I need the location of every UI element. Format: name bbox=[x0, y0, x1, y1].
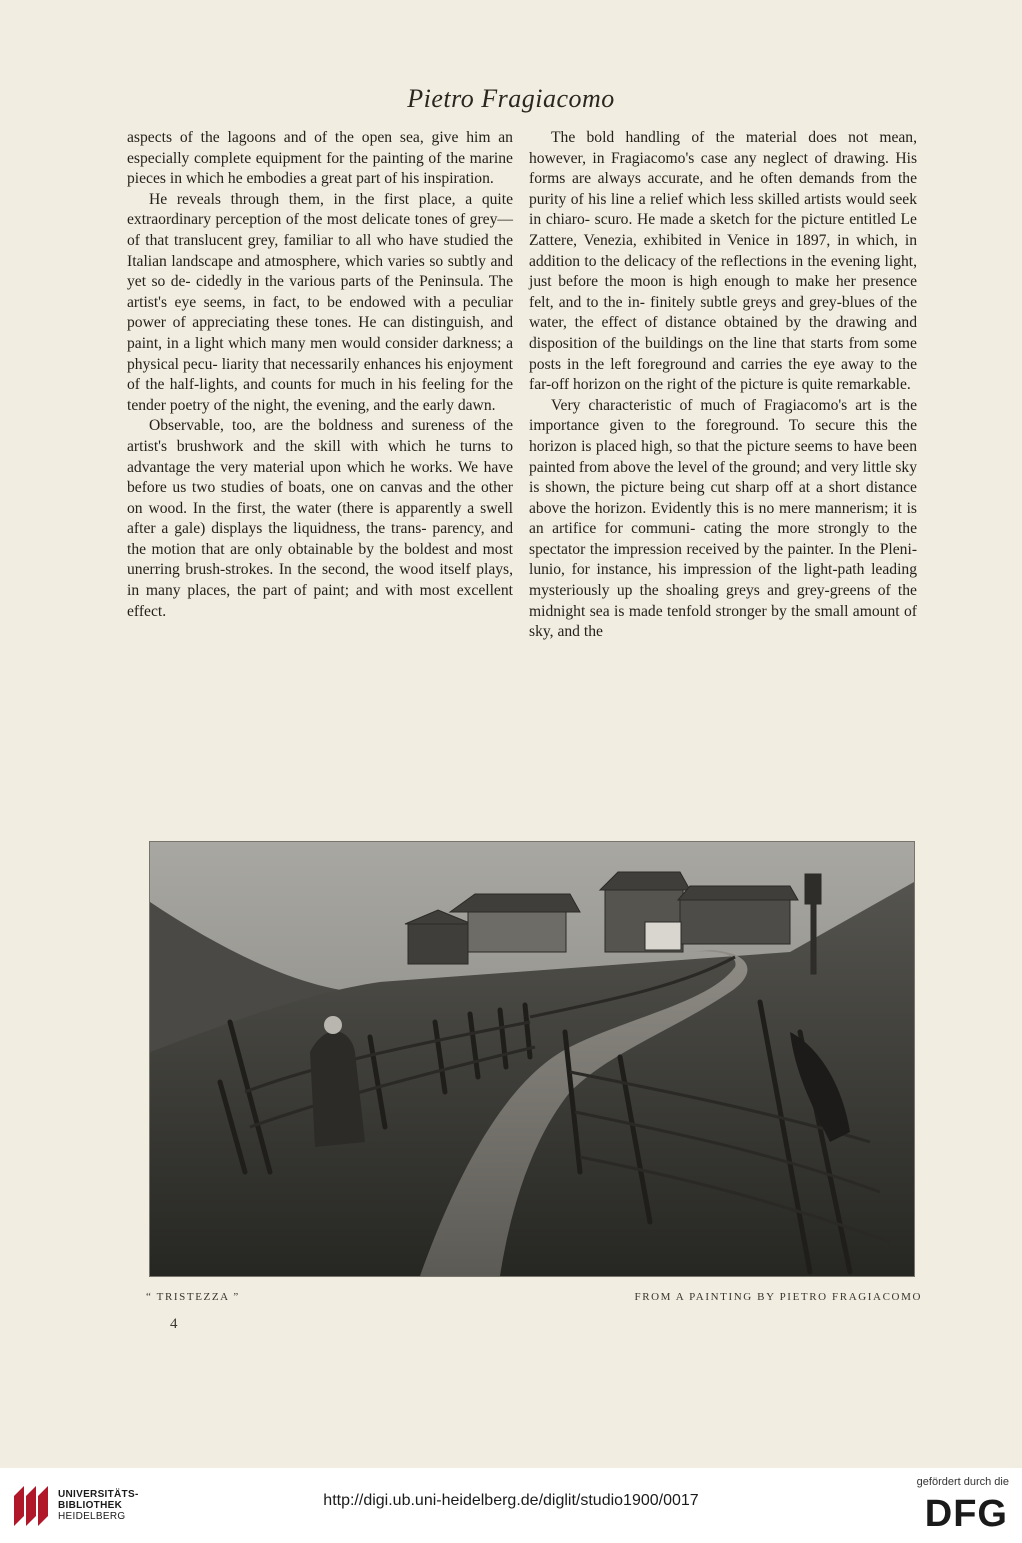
text-line: a great part of his inspiration. bbox=[310, 170, 494, 188]
text-line: lunio, for instance, his impression of the light-path bbox=[529, 561, 865, 579]
running-head: Pietro Fragiacomo bbox=[407, 84, 615, 113]
text-line: from some posts in the left foreground and carries bbox=[529, 334, 917, 373]
text-line: men would consider darkness; a physical pecu- bbox=[127, 334, 513, 373]
text-line: the effect of distance obtained by the drawing and bbox=[574, 314, 917, 332]
right-text-column bbox=[529, 128, 917, 643]
text-line: of boats, one on canvas and the other on wood. bbox=[127, 479, 514, 517]
painting-plate-tristezza bbox=[150, 842, 914, 1276]
text-line: he often demands from the purity of his line a bbox=[529, 170, 917, 208]
text-line: the half-lights, and counts for much in his feeling bbox=[145, 376, 466, 394]
text-line: peculiar power of appreciating these tones. He bbox=[127, 293, 513, 332]
left-text-column bbox=[127, 128, 513, 622]
text-line: by the boldest and most unerring brush-strokes. bbox=[127, 540, 513, 579]
figure-caption-title: “ TRISTEZZA ” bbox=[146, 1291, 240, 1303]
permalink-url[interactable]: http://digi.ub.uni-heidelberg.de/diglit/studio1900/0017 bbox=[323, 1492, 699, 1509]
funded-by-label: gefördert durch die bbox=[916, 1476, 1009, 1488]
text-line: Le Zattere, Venezia, exhibited in Venice in 1897, in bbox=[529, 211, 917, 249]
text-line: In the second, the wood itself plays, in many bbox=[127, 561, 514, 600]
text-line: Observable, too, are the boldness and sureness bbox=[149, 417, 465, 435]
paragraph bbox=[529, 128, 917, 396]
library-name-line-1: UNIVERSITÄTS- bbox=[58, 1489, 139, 1500]
text-line: the picture seems to have been painted from bbox=[529, 437, 917, 476]
paragraph bbox=[127, 128, 513, 190]
text-line: disposition of the buildings on the line that starts bbox=[529, 334, 844, 352]
text-line: which he works. We have before us two studies bbox=[127, 458, 514, 497]
text-line: finitely subtle greys and grey-blues of the water, bbox=[529, 293, 917, 332]
text-line: painting of the marine pieces in which he embodies bbox=[127, 149, 513, 188]
paragraph bbox=[127, 416, 513, 622]
text-line: for the tender poetry of the night, the evening, and bbox=[127, 376, 513, 414]
figure-caption-credit: FROM A PAINTING BY PIETRO FRAGIACOMO bbox=[634, 1291, 922, 1303]
text-line: aspects of the lagoons and of the open sea, give bbox=[127, 129, 459, 146]
text-line: the picture is quite remarkable. bbox=[717, 376, 911, 394]
text-line: of drawing. His forms are always accurate, and bbox=[529, 149, 918, 188]
text-line: Very characteristic of much of Fragiacomo's art bbox=[551, 396, 872, 414]
text-line: liarity that necessarily enhances his enjoyment of bbox=[127, 355, 513, 394]
text-line: all who have studied the Italian landscape and bbox=[127, 231, 513, 270]
text-line: can distinguish, and paint, in a light which many bbox=[127, 314, 513, 352]
text-line: mere mannerism; it is an artifice for communi- bbox=[529, 499, 917, 538]
text-line: the early dawn. bbox=[399, 396, 496, 414]
text-line: atmosphere, which varies so subtly and yet so de- bbox=[127, 252, 514, 291]
text-line: relief which less skilled artists would seek in chiaro- bbox=[529, 190, 917, 229]
dfg-logo: DFG bbox=[924, 1493, 1008, 1535]
text-line: secure this the horizon is placed high, so that bbox=[529, 417, 917, 455]
text-line: mean, however, in Fragiacomo's case any neglect bbox=[529, 129, 917, 167]
text-line: enough to make her presence felt, and to the in- bbox=[529, 273, 917, 311]
text-line: the eye away to the far-off horizon on the right of bbox=[529, 355, 917, 394]
page-number: 4 bbox=[170, 1316, 178, 1332]
text-line: after a gale) displays the liquidness, the trans- bbox=[127, 520, 427, 538]
paragraph bbox=[529, 396, 917, 643]
text-line: cidedly in the various parts of the Peninsula. The bbox=[196, 273, 514, 291]
library-name-line-2: BIBLIOTHEK bbox=[58, 1500, 123, 1511]
text-line: he turns to advantage the very material upon bbox=[127, 437, 513, 476]
text-line: above the level of the ground; and very little sky bbox=[613, 458, 917, 476]
text-line: places, the part of paint; and with most excellent bbox=[187, 582, 513, 600]
text-line: In the first, the water (there is apparently a swell bbox=[192, 499, 513, 517]
text-line: parency, and the motion that are only obtainable bbox=[127, 520, 513, 558]
text-line: which, in addition to the delicacy of the reflections bbox=[529, 231, 917, 270]
text-line: leading mysteriously up the shoaling greys and bbox=[529, 561, 917, 600]
text-line: grey-greens of the midnight sea is made tenfold bbox=[529, 582, 917, 620]
text-line: cating the more strongly to the spectator the bbox=[529, 520, 917, 558]
text-line: in the evening light, just before the moon is high bbox=[529, 252, 917, 291]
text-line: He reveals through them, in the first place, a bbox=[149, 190, 473, 208]
text-line: stronger by the small amount of sky, and the bbox=[529, 602, 917, 641]
text-line: him an especially complete equipment for the bbox=[127, 129, 513, 167]
text-line: tones of grey—of that translucent grey, familiar to bbox=[127, 211, 513, 249]
text-line: effect. bbox=[127, 602, 167, 620]
text-line: The bold handling of the material does not bbox=[551, 129, 869, 146]
text-line: of the artist's brushwork and the skill with which bbox=[127, 417, 513, 455]
text-line: is the importance given to the foreground. To bbox=[529, 396, 918, 435]
text-line: impression received by the painter. In the Pleni- bbox=[613, 540, 918, 558]
digitization-footer bbox=[0, 1468, 1022, 1543]
text-line: artist's eye seems, in fact, to be endowed with a bbox=[127, 293, 456, 311]
text-line: distance above the horizon. Evidently this is no bbox=[529, 479, 917, 517]
paragraph bbox=[127, 190, 513, 417]
text-line: scuro. He made a sketch for the picture entitled bbox=[594, 211, 896, 229]
text-line: quite extraordinary perception of the most delicate bbox=[127, 190, 513, 229]
library-name-line-3: HEIDELBERG bbox=[58, 1511, 126, 1522]
text-line: is shown, the picture being cut sharp off at a short bbox=[529, 479, 860, 497]
painting-illustration bbox=[150, 842, 914, 1276]
